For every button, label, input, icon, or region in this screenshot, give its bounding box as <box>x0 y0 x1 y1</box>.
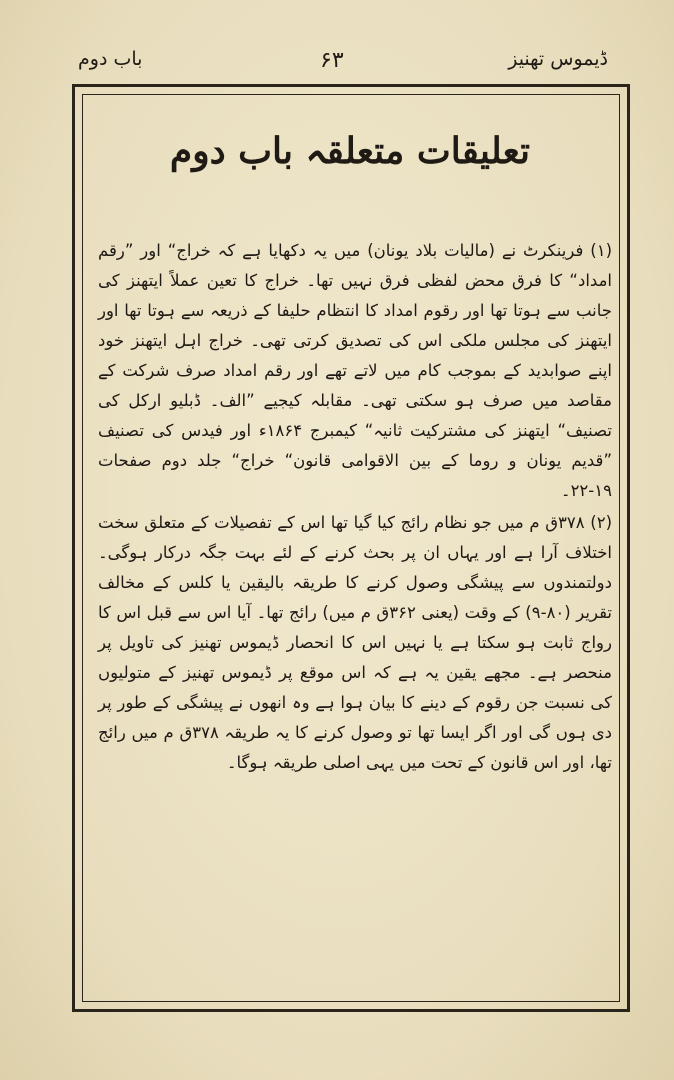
running-head-book-title: ڈیموس تھنیز <box>508 48 608 70</box>
section-title: تعلیقات متعلقہ باب دوم <box>169 130 531 172</box>
running-head-chapter: باب دوم <box>78 48 143 70</box>
note-paragraph: (۲) ۳۷۸ق م میں جو نظام رائج کیا گیا تھا اس کے تفصیلات کے متعلق سخت اختلاف آرا ہے اور یہاں ان پر بحث کرنے کے لئے بہت جگہ درکار ہوگی۔ دولتمندوں سے پیشگی وصول کرنے کا طریقہ بالیقین یا کلس کے مخالف تقریر (۸۰-۹) کے وقت (یعنی ۳۶۲ق م میں) رائج تھا۔ آیا اس سے قبل اس کا رواج ثابت ہو سکتا ہے یا نہیں اس کا انحصار ڈیموس تھنیز کی تاویل پر منحصر ہے۔ مجھے یقین یہ ہے کہ اس موقع پر ڈیموس تھنیز کے متولیوں کی نسبت جن رقوم کے دینے کا بیان ہوا ہے وہ انھوں نے پیشگی کے طور پر دی ہوں گی اور اگر ایسا تھا تو وصول کرنے کا یہ طریقہ ۳۷۸ق م میں رائج تھا، اور اس قانون کے تحت میں یہی اصلی طریقہ ہوگا۔ <box>98 513 613 772</box>
notes-body <box>98 236 612 778</box>
note-paragraph: (۱) فرینکرٹ نے (مالیات بلاد یونان) میں یہ دکھایا ہے کہ خراج“ اور ”رقم امداد“ کا فرق محض لفظی فرق نہیں تھا۔ خراج کا تعین عملاً ایتھنز کی جانب سے ہوتا تھا اور رقوم امداد کا انتظام حلیفا کے ذریعہ سے ہوتا تھا اور ایتھنز کی مجلس ملکی اس کی تصدیق کرتی تھی۔ خراج اہل ایتھنز خود اپنے صوابدید کے بموجب کام میں لاتے تھے اور رقم امداد صرف شرکت کے مقاصد میں صرف ہو سکتی تھی۔ مقابلہ کیجیے ”الف۔ ڈبلیو ارکل کی تصنیف“ ایتھنز کی مشترکیت ثانیہ“ کیمبرج ۱۸۶۴ء اور فیدس کی تصنیف ”قدیم یونان و روما کے بین الاقوامی قانون“ خراج“ جلد دوم صفحات ۱۹-۲۲۔ <box>98 241 612 500</box>
running-header <box>0 40 674 80</box>
page-number: ۶۳ <box>320 48 344 73</box>
